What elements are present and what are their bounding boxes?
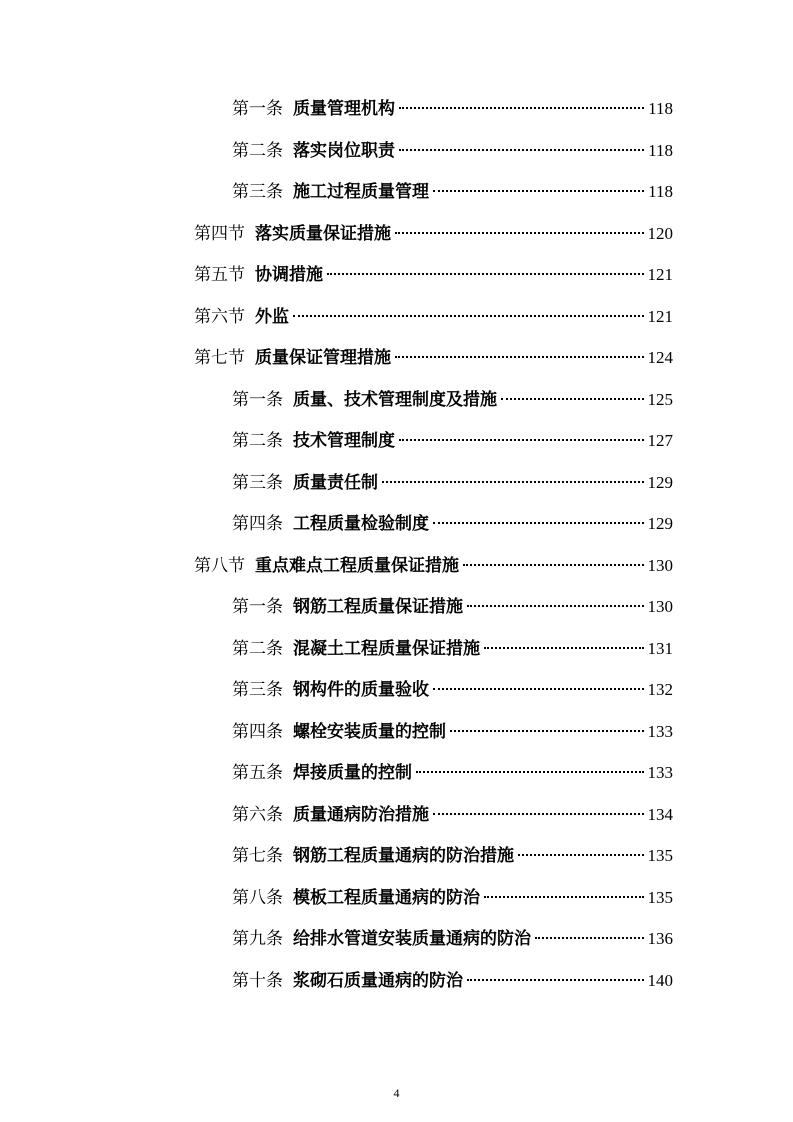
- toc-entry-page: 129: [647, 514, 673, 533]
- dot-leader: [433, 190, 644, 192]
- dot-leader: [382, 481, 644, 483]
- toc-entry-page: 118: [648, 141, 673, 160]
- toc-entry-number: 第四条: [232, 722, 283, 742]
- toc-entry[interactable]: [232, 886, 673, 910]
- dot-leader: [293, 315, 644, 317]
- toc-entry-number: 第九条: [232, 929, 283, 949]
- toc-entry-title: 焊接质量的控制: [293, 763, 412, 783]
- dot-leader: [467, 605, 644, 607]
- toc-entry-page: 135: [647, 888, 673, 907]
- dot-leader: [399, 149, 644, 151]
- toc-entry-number: 第七节: [194, 348, 245, 368]
- dot-leader: [416, 771, 644, 773]
- toc-entry-title: 给排水管道安装质量通病的防治: [293, 929, 531, 949]
- toc-entry-number: 第六节: [194, 307, 245, 327]
- toc-entry[interactable]: [232, 844, 673, 868]
- toc-entry-number: 第二条: [232, 141, 283, 161]
- toc-entry-number: 第三条: [232, 182, 283, 202]
- toc-entry-number: 第一条: [232, 390, 283, 410]
- toc-entry-number: 第四条: [232, 514, 283, 534]
- toc-entry-title: 螺栓安装质量的控制: [293, 722, 446, 742]
- toc-entry-title: 质量、技术管理制度及措施: [293, 390, 497, 410]
- toc-entry-number: 第三条: [232, 680, 283, 700]
- toc-entry-number: 第三条: [232, 473, 283, 493]
- toc-entry-title: 质量保证管理措施: [255, 348, 391, 368]
- toc-entry-title: 质量责任制: [293, 473, 378, 493]
- toc-entry-page: 131: [647, 639, 673, 658]
- toc-entry-title: 模板工程质量通病的防治: [293, 888, 480, 908]
- dot-leader: [463, 564, 644, 566]
- toc-entry-title: 落实岗位职责: [293, 141, 395, 161]
- toc-entry[interactable]: [232, 471, 673, 495]
- toc-entry[interactable]: [194, 554, 673, 578]
- toc-entry-page: 118: [648, 182, 673, 201]
- toc-entry-title: 协调措施: [255, 265, 323, 285]
- toc-entry-page: 120: [647, 224, 673, 243]
- toc-entry-title: 钢筋工程质量通病的防治措施: [293, 846, 514, 866]
- toc-entry[interactable]: [194, 305, 673, 329]
- toc-entry-page: 136: [647, 929, 673, 948]
- toc-entry-page: 130: [647, 556, 673, 575]
- toc-entry[interactable]: [194, 263, 673, 287]
- toc-entry-page: 121: [647, 265, 673, 284]
- dot-leader: [484, 896, 644, 898]
- toc-entry-page: 130: [647, 597, 673, 616]
- toc-entry[interactable]: [232, 429, 673, 453]
- toc-entry-page: 132: [647, 680, 673, 699]
- toc-entry-number: 第六条: [232, 805, 283, 825]
- dot-leader: [395, 356, 644, 358]
- toc-entry-number: 第五条: [232, 763, 283, 783]
- dot-leader: [433, 522, 644, 524]
- toc-entry-number: 第二条: [232, 639, 283, 659]
- toc-entry-title: 落实质量保证措施: [255, 224, 391, 244]
- toc-entry-title: 质量通病防治措施: [293, 805, 429, 825]
- toc-entry-page: 134: [647, 805, 673, 824]
- dot-leader: [518, 854, 644, 856]
- dot-leader: [535, 937, 644, 939]
- toc-entry[interactable]: [232, 97, 673, 121]
- toc-entry-number: 第一条: [232, 99, 283, 119]
- toc-entry-page: 124: [647, 348, 673, 367]
- toc-entry-title: 钢构件的质量验收: [293, 680, 429, 700]
- toc-entry[interactable]: [232, 969, 673, 993]
- toc-entry-title: 技术管理制度: [293, 431, 395, 451]
- toc-entry-number: 第八条: [232, 888, 283, 908]
- toc-entry[interactable]: [194, 222, 673, 246]
- toc-entry-number: 第十条: [232, 971, 283, 991]
- dot-leader: [433, 813, 644, 815]
- dot-leader: [399, 439, 644, 441]
- toc-entry[interactable]: [232, 927, 673, 951]
- toc-entry-number: 第四节: [194, 224, 245, 244]
- toc-entry-number: 第五节: [194, 265, 245, 285]
- toc-entry-page: 140: [647, 971, 673, 990]
- toc-entry-title: 混凝土工程质量保证措施: [293, 639, 480, 659]
- dot-leader: [467, 979, 644, 981]
- dot-leader: [484, 647, 644, 649]
- toc-entry-number: 第七条: [232, 846, 283, 866]
- toc-entry[interactable]: [232, 388, 673, 412]
- toc-entry-title: 重点难点工程质量保证措施: [255, 556, 459, 576]
- toc-entry[interactable]: [232, 595, 673, 619]
- dot-leader: [327, 273, 644, 275]
- toc-entry-page: 133: [647, 763, 673, 782]
- toc-entry[interactable]: [194, 346, 673, 370]
- toc-entry[interactable]: [232, 637, 673, 661]
- dot-leader: [433, 688, 644, 690]
- toc-entry-number: 第八节: [194, 556, 245, 576]
- toc-entry-title: 外监: [255, 307, 289, 327]
- dot-leader: [399, 107, 644, 109]
- toc-entry-page: 121: [647, 307, 673, 326]
- toc-entry[interactable]: [232, 139, 673, 163]
- toc-entry[interactable]: [232, 180, 673, 204]
- toc-entry-number: 第二条: [232, 431, 283, 451]
- toc-entry-number: 第一条: [232, 597, 283, 617]
- toc-entry-page: 118: [648, 99, 673, 118]
- page-number: 4: [393, 1086, 400, 1100]
- toc-entry-page: 133: [647, 722, 673, 741]
- toc-entry[interactable]: [232, 678, 673, 702]
- toc-entry[interactable]: [232, 761, 673, 785]
- toc-entry-title: 钢筋工程质量保证措施: [293, 597, 463, 617]
- toc-entry-title: 浆砌石质量通病的防治: [293, 971, 463, 991]
- dot-leader: [450, 730, 644, 732]
- toc-entry-title: 施工过程质量管理: [293, 182, 429, 202]
- toc-entry-page: 135: [647, 846, 673, 865]
- toc-entry-page: 127: [647, 431, 673, 450]
- toc-entry[interactable]: [232, 512, 673, 536]
- toc-entry-title: 质量管理机构: [293, 99, 395, 119]
- dot-leader: [501, 398, 644, 400]
- toc-entry[interactable]: [232, 720, 673, 744]
- toc-entry-page: 125: [647, 390, 673, 409]
- toc-entry-title: 工程质量检验制度: [293, 514, 429, 534]
- toc-entry[interactable]: [232, 803, 673, 827]
- toc-entry-page: 129: [647, 473, 673, 492]
- dot-leader: [395, 232, 644, 234]
